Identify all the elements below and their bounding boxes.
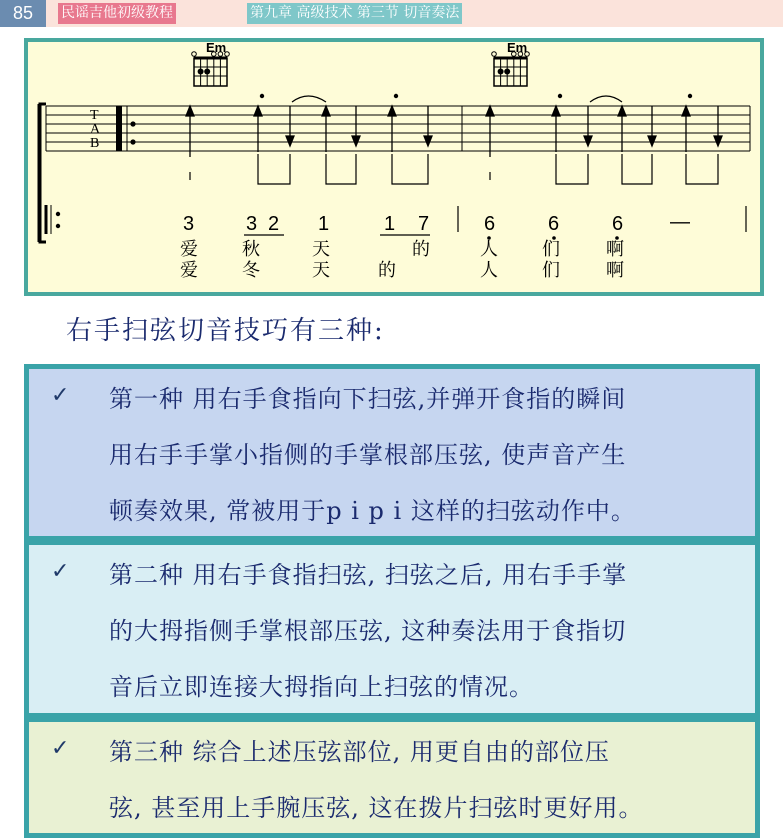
chord-name-right: Em: [507, 42, 528, 55]
tab-letter-a: A: [90, 122, 101, 137]
lyric: 的: [412, 239, 430, 260]
lyric: 们: [542, 239, 560, 260]
tab-staff: [46, 106, 750, 151]
ties: [292, 96, 622, 102]
note: 7: [418, 213, 430, 235]
lyrics-line-2: [180, 260, 624, 281]
page-number: 85: [0, 0, 46, 27]
lyric: 天: [312, 260, 330, 281]
lyric: 秋: [242, 239, 260, 260]
lyric: 人: [480, 239, 498, 260]
note: 6: [548, 213, 560, 235]
lyric: 的: [378, 260, 396, 281]
lyric: 们: [542, 260, 560, 281]
chord-diagram-right: [492, 52, 530, 86]
note: 1: [318, 213, 330, 235]
section-heading: 右手扫弦切音技巧有三种:: [66, 316, 385, 346]
item-text-line: 用右手手掌小指侧的手掌根部压弦, 使声音产生: [109, 441, 627, 469]
chord-name-left: Em: [206, 42, 227, 55]
item-text-line: 的大拇指侧手掌根部压弦, 这种奏法用于食指切: [109, 617, 627, 645]
note: 3: [183, 213, 195, 235]
book-title: 民谣吉他初级教程: [58, 3, 176, 24]
item-text-line: 第一种 用右手食指向下扫弦,并弹开食指的瞬间: [109, 385, 627, 413]
tab-letter-t: T: [90, 108, 99, 123]
technique-item-2: [24, 541, 760, 718]
numbered-notation: [183, 211, 690, 235]
item-text-line: 第二种 用右手食指扫弦, 扫弦之后, 用右手手掌: [109, 561, 628, 589]
lyric: 冬: [242, 260, 260, 281]
chord-diagram-left: [192, 52, 230, 86]
lyric: 啊: [606, 239, 624, 260]
lyric: 人: [480, 260, 498, 281]
rhythm-stems: [190, 154, 718, 184]
technique-item-1: [24, 364, 760, 541]
score-svg: [28, 42, 760, 292]
item-text-line: 顿奏效果, 常被用于p i p i 这样的扫弦动作中。: [109, 497, 636, 525]
item-text-line: 音后立即连接大拇指向上扫弦的情况。: [109, 673, 534, 701]
note: 2: [268, 213, 280, 235]
page-header: [0, 0, 783, 27]
tab-letter-b: B: [90, 136, 100, 151]
lyric: 爱: [180, 260, 198, 281]
note: —: [670, 211, 690, 233]
item-text-line: 第三种 综合上述压弦部位, 用更自由的部位压: [109, 738, 610, 766]
repeat-barline: [116, 106, 122, 151]
lyric: 爱: [180, 239, 198, 260]
lyric: 啊: [606, 260, 624, 281]
lyric: 天: [312, 239, 330, 260]
lyrics-line-1: [180, 239, 624, 260]
note: 6: [612, 213, 624, 235]
strum-arrows: [186, 106, 722, 157]
checkmark-icon: ✓: [51, 383, 70, 408]
music-score: [24, 38, 764, 296]
item-text-line: 弦, 甚至用上手腕压弦, 这在拨片扫弦时更好用。: [109, 794, 644, 822]
note: 3: [246, 213, 258, 235]
technique-item-3: [24, 718, 760, 838]
chapter-title: 第九章 高级技术 第三节 切音奏法: [247, 3, 462, 24]
checkmark-icon: ✓: [51, 736, 70, 761]
note: 6: [484, 213, 496, 235]
checkmark-icon: ✓: [51, 559, 70, 584]
note: 1: [384, 213, 396, 235]
